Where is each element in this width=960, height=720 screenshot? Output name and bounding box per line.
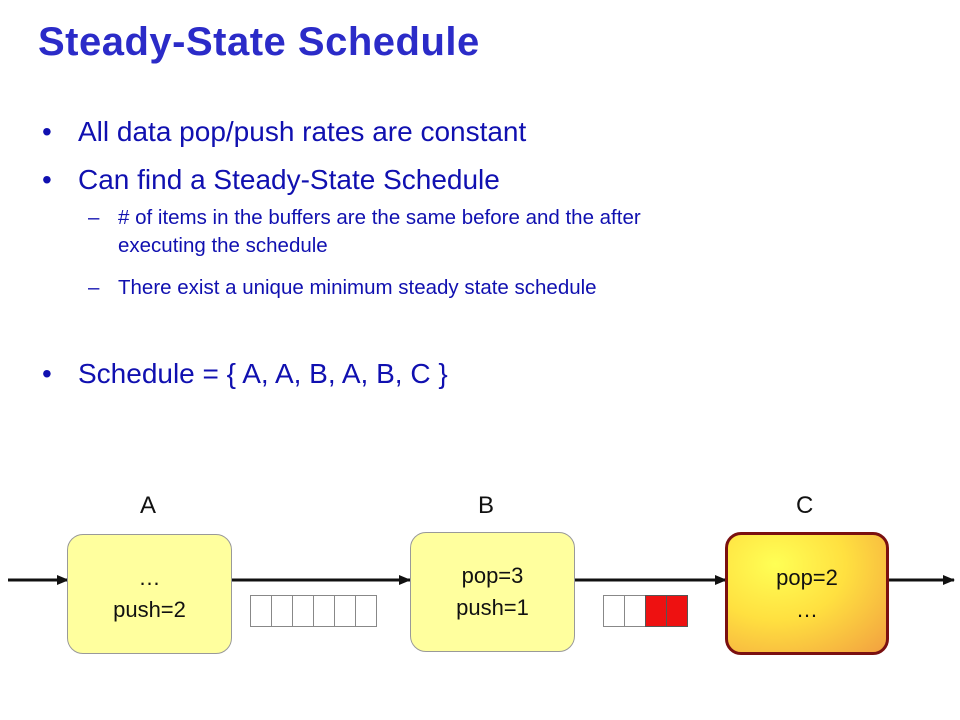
slide-title: Steady-State Schedule: [38, 20, 480, 64]
buffer-a-b: [251, 595, 377, 627]
buffer-cell-empty: [313, 595, 335, 627]
node-a-label: A: [140, 492, 157, 519]
dash-glyph: –: [88, 206, 100, 229]
buffer-cell-empty: [334, 595, 356, 627]
bullet-glyph: •: [42, 358, 52, 389]
buffer-cell-empty: [603, 595, 625, 627]
bullet-glyph: •: [42, 164, 52, 195]
dash-glyph: –: [88, 276, 100, 299]
node-b-line1: pop=3: [461, 563, 524, 588]
sub-bullet-text: executing the schedule: [118, 234, 328, 257]
node-c-line2: …: [796, 596, 818, 622]
node-c-line1: pop=2: [776, 564, 838, 590]
node-b-label: B: [478, 492, 495, 519]
bullet-text: Schedule = { A, A, B, A, B, C }: [78, 358, 448, 389]
bullet-text: All data pop/push rates are constant: [78, 116, 527, 147]
buffer-cell-empty: [250, 595, 272, 627]
buffer-cell-filled: [645, 595, 667, 627]
node-b: [410, 532, 575, 652]
node-a: [67, 534, 232, 654]
buffer-cell-empty: [355, 595, 377, 627]
bullet-glyph: •: [42, 116, 52, 147]
sub-bullet-text: There exist a unique minimum steady state schedule: [118, 276, 597, 299]
buffer-cell-empty: [292, 595, 314, 627]
node-c: [725, 532, 889, 655]
node-c-label: C: [796, 492, 814, 519]
node-b-line2: push=1: [456, 595, 529, 620]
sub-bullet-text: # of items in the buffers are the same before and the after: [118, 206, 641, 229]
bullet-text: Can find a Steady-State Schedule: [78, 164, 500, 195]
node-a-line2: push=2: [113, 597, 186, 622]
buffer-cell-filled: [666, 595, 688, 627]
buffer-cell-empty: [624, 595, 646, 627]
node-a-line1: …: [138, 565, 161, 590]
buffer-b-c: [604, 595, 688, 627]
buffer-cell-empty: [271, 595, 293, 627]
